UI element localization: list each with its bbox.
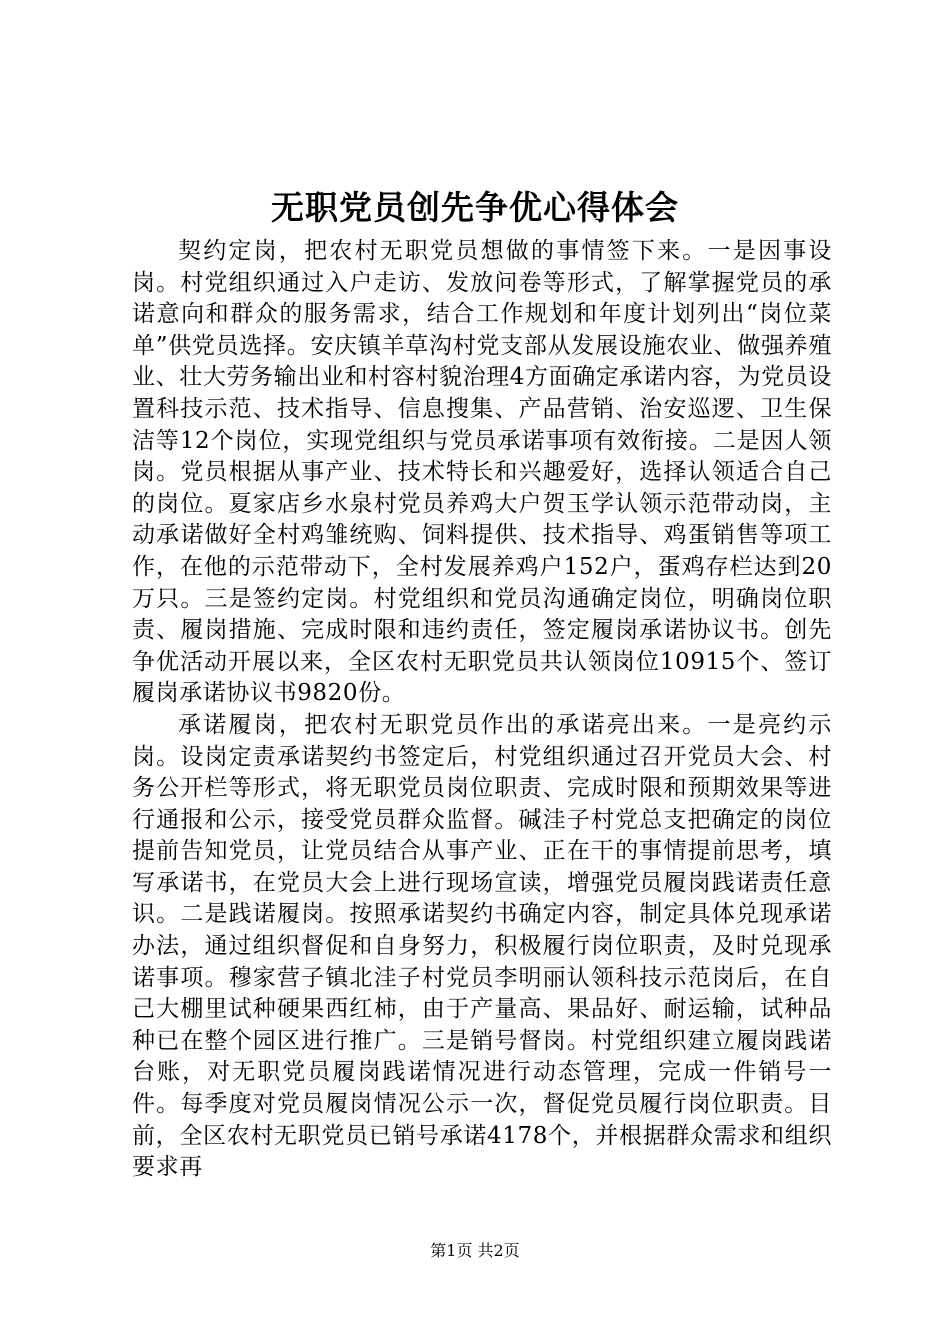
- paragraph-1: 契约定岗，把农村无职党员想做的事情签下来。一是因事设岗。村党组织通过入户走访、发放问卷等形式，了解掌握党员的承诺意向和群众的服务需求，结合工作规划和年度计划列出“岗位菜单”供党员选择。安庆镇羊草沟村党支部从发展设施农业、做强养殖业、壮大劳务输出业和村容村貌治理4方面确定承诺内容，为党员设置科技示范、技术指导、信息搜集、产品营销、治安巡逻、卫生保洁等12个岗位，实现党组织与党员承诺事项有效衔接。二是因人领岗。党员根据从事产业、技术特长和兴趣爱好，选择认领适合自己的岗位。夏家店乡水泉村党员养鸡大户贺玉学认领示范带动岗，主动承诺做好全村鸡雏统购、饲料提供、技术指导、鸡蛋销售等项工作，在他的示范带动下，全村发展养鸡户152户，蛋鸡存栏达到20万只。三是签约定岗。村党组织和党员沟通确定岗位，明确岗位职责、履岗措施、完成时限和违约责任，签定履岗承诺协议书。创先争优活动开展以来，全区农村无职党员共认领岗位10915个、签订履岗承诺协议书9820份。: [132, 238, 832, 707]
- paragraph-2: 承诺履岗，把农村无职党员作出的承诺亮出来。一是亮约示岗。设岗定责承诺契约书签定后，村党组织通过召开党员大会、村务公开栏等形式，将无职党员岗位职责、完成时限和预期效果等进行通报和公示，接受党员群众监督。碱洼子村党总支把确定的岗位提前告知党员，让党员结合从事产业、正在干的事情提前思考，填写承诺书，在党员大会上进行现场宣读，增强党员履岗践诺责任意识。二是践诺履岗。按照承诺契约书确定内容，制定具体兑现承诺办法，通过组织督促和自身努力，积极履行岗位职责，及时兑现承诺事项。穆家营子镇北洼子村党员李明丽认领科技示范岗后，在自己大棚里试种硬果西红柿，由于产量高、果品好、耐运输，试种品种已在整个园区进行推广。三是销号督岗。村党组织建立履岗践诺台账，对无职党员履岗践诺情况进行动态管理，完成一件销号一件。每季度对党员履岗情况公示一次，督促党员履行岗位职责。目前，全区农村无职党员已销号承诺4178个，并根据群众需求和组织要求再: [132, 711, 832, 1181]
- page-number-footer: 第1页 共2页: [430, 1241, 520, 1260]
- document-title: 无职党员创先争优心得体会: [271, 188, 679, 227]
- document-body: [132, 236, 832, 1184]
